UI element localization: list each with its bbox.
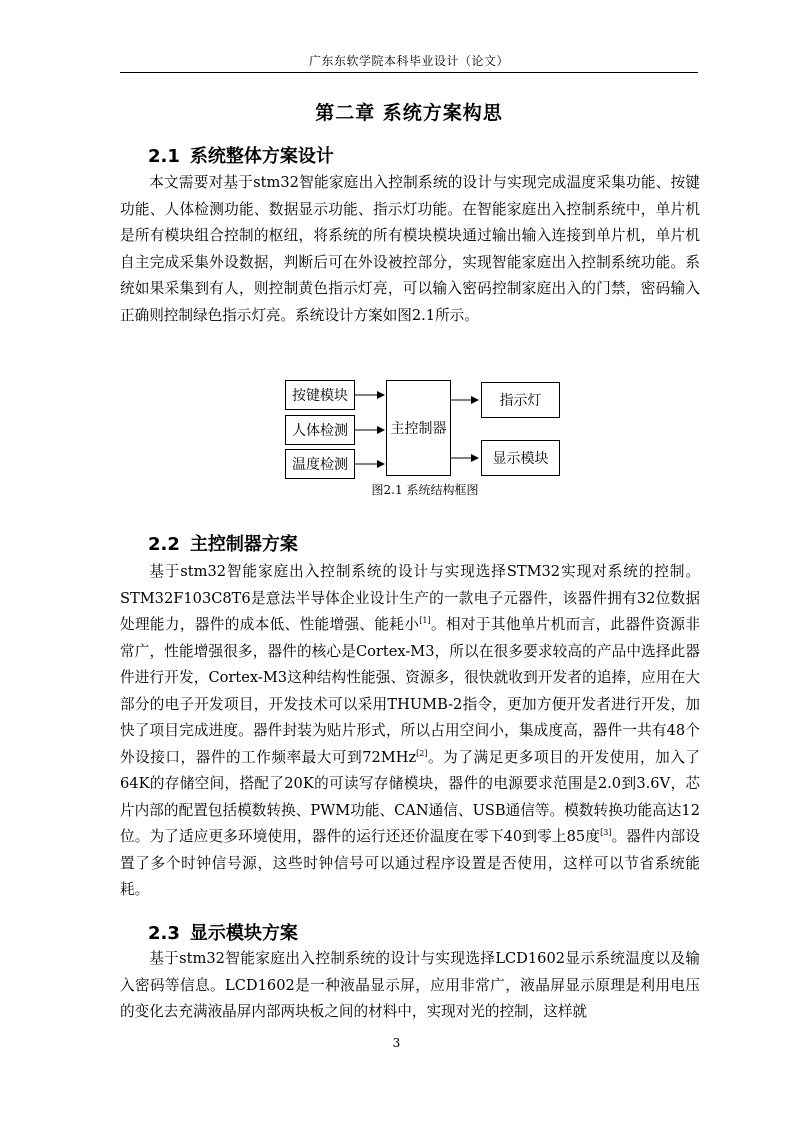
header-rule [120, 72, 698, 73]
box-main-controller: 主控制器 [386, 380, 451, 476]
page-number: 3 [392, 1036, 401, 1050]
section-title: 显示模块方案 [189, 923, 298, 944]
running-header: 广东东软学院本科毕业设计（论文） [308, 54, 509, 68]
figure-caption: 图2.1 系统结构框图 [371, 483, 479, 497]
box-body-detection: 人体检测 [285, 415, 355, 445]
paragraph-text: 基于stm32智能家庭出入控制系统的设计与实现选择STM32实现对系统的控制。STM32F103C8T6是意法半导体企业设计生产的一款电子元器件，该器件拥有32位数据处理能力，器件的成本低、性能增强、能耗小 [120, 563, 700, 633]
citation-3: [3] [600, 828, 612, 838]
section-number: 2.1 [148, 146, 180, 167]
paragraph-text: 。相对于其他单片机而言，此器件资源非常广，性能增强很多，器件的核心是Cortex-M3，所以在很多要求较高的产品中选择此器件进行开发，Cortex-M3这种结构性能强、资源多，很快就收到开发者的追捧，应用在大部分的电子开发项目，开发技术可以采用THUMB-2指令，更加方便开发者进行开发，加快了项目完成进度。器件封装为贴片形式，所以占用空间小，集成度高，器件一共有48个外设接口，器件的工作频率最大可到72MHz [120, 616, 700, 766]
citation-1: [1] [419, 616, 431, 626]
paragraph-text: 。为了满足更多项目的开发使用，加入了64K的存储空间，搭配了20K的可读写存储模块，器件的电源要求范围是2.0到3.6V，芯片内部的配置包括模数转换、PWM功能、CAN通信、USB通信等。模数转换功能高达12位。为了适应更多环境使用，器件的运行还还价温度在零下40到零上85度 [120, 748, 700, 845]
box-keypad-module: 按键模块 [285, 380, 355, 410]
citation-2: [2] [416, 748, 428, 758]
box-indicator-light: 指示灯 [481, 382, 560, 418]
section-number: 2.2 [148, 534, 180, 555]
section-title: 系统整体方案设计 [189, 146, 334, 167]
section-heading-2-3 [148, 919, 298, 945]
paragraph-2-2 [120, 559, 700, 904]
box-temperature-detection: 温度检测 [285, 449, 355, 479]
chapter-title: 第二章 系统方案构思 [315, 102, 503, 124]
section-number: 2.3 [148, 923, 180, 944]
paragraph-2-1: 本文需要对基于stm32智能家庭出入控制系统的设计与实现完成温度采集功能、按键功能、人体检测功能、数据显示功能、指示灯功能。在智能家庭出入控制系统中，单片机是所有模块组合控制的枢纽，将系统的所有模块模块通过输出输入连接到单片机，单片机自主完成采集外设数据，判断后可在外设被控部分，实现智能家庭出入控制系统功能。系统如果采集到有人，则控制黄色指示灯亮，可以输入密码控制家庭出入的门禁，密码输入正确则控制绿色指示灯亮。系统设计方案如图2.1所示。 [120, 174, 700, 324]
section-heading-2-2 [148, 530, 298, 556]
section-title: 主控制器方案 [189, 534, 298, 555]
paragraph-2-3: 基于stm32智能家庭出入控制系统的设计与实现选择LCD1602显示系统温度以及输入密码等信息。LCD1602是一种液晶显示屏，应用非常广，液晶屏显示原理是利用电压的变化去充满液晶屏内部两块板之间的材料中，实现对光的控制，这样就 [120, 950, 700, 1020]
section-heading-2-1 [148, 142, 334, 168]
paragraph-text: 。器件内部设置了多个时钟信号源，这些时钟信号可以通过程序设置是否使用，这样可以节省系统能耗。 [120, 828, 700, 898]
box-display-module: 显示模块 [481, 440, 560, 476]
